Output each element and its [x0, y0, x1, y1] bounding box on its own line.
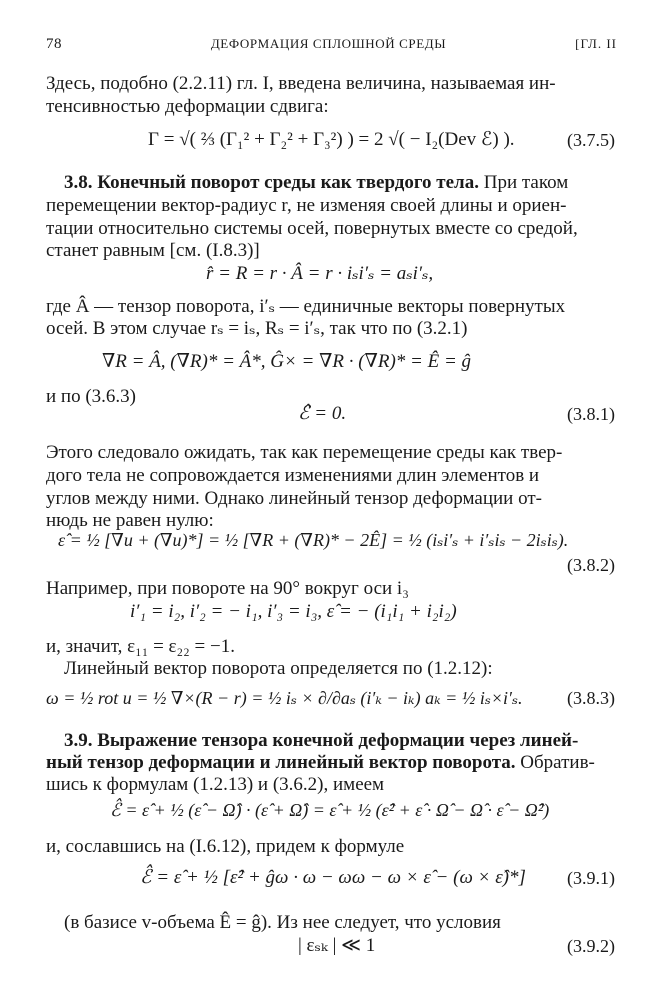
text-line: нюдь не равен нулю:	[46, 510, 214, 531]
text-line: и по (3.6.3)	[46, 386, 136, 407]
text-line: Линейный вектор поворота определяется по (1.2.12):	[64, 658, 493, 679]
equation-gradient: ∇R = Â, (∇R)* = Â*, Ĝ× = ∇R · (∇R)* = Ê = ĝ	[102, 351, 472, 372]
text-line: Например, при повороте на 90° вокруг оси i₃	[46, 578, 409, 599]
equation-rotation: i′₁ = i₂, i′₂ = − i₁, i′₃ = i₃, ε̂ = − (i₁i₁ + i₂i₂)	[130, 601, 457, 622]
text-line: тенсивностью деформации сдвига:	[46, 96, 329, 117]
equation-3-9-a: ℰ̂ = ε̂ + ½ (ε̂ − Ω̂) · (ε̂ + Ω̂) = ε̂ + ½ (ε̂² + ε̂ · Ω̂ − Ω̂ · ε̂ − Ω̂²)	[110, 800, 550, 820]
text-line: (в базисе v-объема Ê = ĝ). Из нее следует, что условия	[64, 912, 501, 933]
running-title: ДЕФОРМАЦИЯ СПЛОШНОЙ СРЕДЫ	[210, 36, 447, 51]
equation-3-8-1: ℰ̂ = 0.	[298, 403, 347, 424]
text-line: Здесь, подобно (2.2.11) гл. I, введена величина, называемая ин-	[46, 73, 556, 94]
equation-3-8-2: ε̂ = ½ [∇u + (∇u)*] = ½ [∇R + (∇R)* − 2Ê] = ½ (iₛi′ₛ + i′ₛiₛ − 2iₛiₛ).	[58, 530, 569, 550]
text-line: тации относительно системы осей, повернутых вместе со средой,	[46, 218, 578, 239]
text-line: станет равным [см. (I.8.3)]	[46, 240, 260, 261]
equation-number: (3.8.1)	[567, 404, 615, 424]
text-fragment: Обратив-	[515, 752, 595, 773]
equation-r: r̂ = R = r · Â = r · iₛi′ₛ = aₛi′ₛ,	[206, 263, 434, 284]
section-title: 3.8. Конечный поворот среды как твердого тела.	[64, 172, 479, 193]
equation-number: (3.8.2)	[567, 555, 615, 575]
equation-3-9-2: | εₛₖ | ≪ 1	[298, 935, 376, 956]
section-3-9-title: 3.9. Выражение тензора конечной деформации через линей-	[64, 730, 579, 751]
equation-number: (3.9.1)	[567, 868, 615, 888]
text-line: углов между ними. Однако линейный тензор деформации от-	[46, 488, 542, 509]
equation-number: (3.7.5)	[567, 130, 615, 150]
equation-3-9-1: ℰ̂ = ε̂ + ½ [ε̂² + ĝω · ω − ωω − ω × ε̂ − (ω × ε̂)*]	[140, 867, 526, 888]
section-title: ный тензор деформации и линейный вектор поворота.	[46, 752, 516, 773]
text-line: шись к формулам (1.2.13) и (3.6.2), имеем	[46, 774, 385, 795]
section-3-9-heading	[46, 752, 595, 774]
equation-number: (3.9.2)	[567, 936, 615, 956]
equation-3-7-5: Γ = √( ⅔ (Γ₁² + Γ₂² + Γ₃²) ) = 2 √( − I₂(Dev ℰ) ).	[148, 129, 515, 150]
text-line: осей. В этом случае rₛ = iₛ, Rₛ = i′ₛ, так что по (3.2.1)	[46, 318, 468, 339]
text-line: и, значит, ε₁₁ = ε₂₂ = −1.	[46, 636, 235, 657]
section-3-8-heading	[64, 172, 568, 194]
text-line: перемещении вектор-радиус r, не изменяя своей длины и ориен-	[46, 195, 567, 216]
text-line: где Â — тензор поворота, i′ₛ — единичные векторы повернутых	[46, 296, 566, 317]
chapter-marker: [ГЛ. II	[575, 36, 617, 51]
equation-3-8-3: ω = ½ rot u = ½ ∇×(R − r) = ½ iₛ × ∂/∂aₛ (i′ₖ − iₖ) aₖ = ½ iₛ×i′ₛ.	[46, 688, 523, 708]
equation-number: (3.8.3)	[567, 688, 615, 708]
text-line: Этого следовало ожидать, так как перемещение среды как твер-	[46, 442, 563, 463]
text-line: и, сославшись на (I.6.12), придем к формуле	[46, 836, 405, 857]
text-line: дого тела не сопровождается изменениями длин элементов и	[46, 465, 540, 486]
page-number: 78	[46, 36, 62, 52]
text-fragment: При таком	[478, 172, 569, 193]
